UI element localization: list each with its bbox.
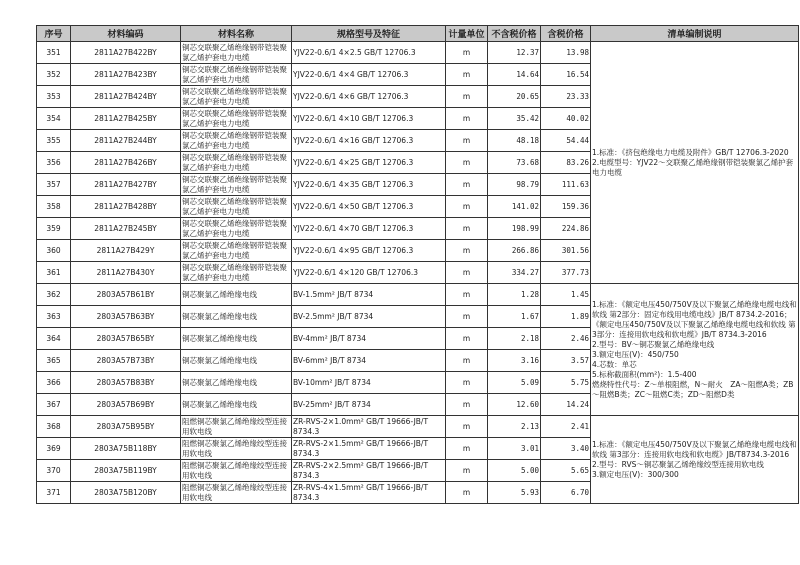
material-code: 2811A27B422BY — [71, 42, 181, 64]
spec-model: BV-1.5mm² JB/T 8734 — [292, 284, 446, 306]
material-code: 2811A27B426BY — [71, 152, 181, 174]
table-row — [37, 416, 799, 438]
note-line: 2.型号：RVS～铜芯聚氯乙烯绝缘绞型连接用软电线 — [592, 459, 764, 469]
header-unit: 计量单位 — [446, 26, 488, 42]
price-in-tax: 54.44 — [541, 130, 591, 152]
material-name: 阻燃铜芯聚氯乙烯绝缘绞型连接用软电线 — [181, 482, 292, 504]
price-ex-tax: 266.86 — [488, 240, 541, 262]
unit-of-measure: m — [446, 218, 488, 240]
price-ex-tax: 3.16 — [488, 350, 541, 372]
header-price-in-tax: 含税价格 — [541, 26, 591, 42]
material-name: 阻燃铜芯聚氯乙烯绝缘绞型连接用软电线 — [181, 438, 292, 460]
spec-model: YJV22-0.6/1 4×10 GB/T 12706.3 — [292, 108, 446, 130]
note-line: 1.标准：《挤包绝缘电力电缆及附件》GB/T 12706.3-2020 — [592, 147, 789, 157]
material-code: 2803A57B61BY — [71, 284, 181, 306]
unit-of-measure: m — [446, 64, 488, 86]
unit-of-measure: m — [446, 306, 488, 328]
material-name: 铜芯聚氯乙烯绝缘电线 — [181, 284, 292, 306]
price-in-tax: 111.63 — [541, 174, 591, 196]
row-number: 363 — [37, 306, 71, 328]
header-notes: 清单编制说明 — [591, 26, 799, 42]
unit-of-measure: m — [446, 482, 488, 504]
material-name: 铜芯交联聚乙烯绝缘钢带铠装聚氯乙烯护套电力电缆 — [181, 86, 292, 108]
spec-model: YJV22-0.6/1 4×50 GB/T 12706.3 — [292, 196, 446, 218]
price-in-tax: 13.98 — [541, 42, 591, 64]
spec-model: BV-10mm² JB/T 8734 — [292, 372, 446, 394]
price-ex-tax: 2.18 — [488, 328, 541, 350]
price-in-tax: 2.46 — [541, 328, 591, 350]
material-code: 2811A27B424BY — [71, 86, 181, 108]
price-ex-tax: 12.60 — [488, 394, 541, 416]
material-code: 2803A57B69BY — [71, 394, 181, 416]
unit-of-measure: m — [446, 196, 488, 218]
note-line: 3.额定电压(V)：300/300 — [592, 469, 679, 479]
unit-of-measure: m — [446, 152, 488, 174]
price-ex-tax: 334.27 — [488, 262, 541, 284]
price-ex-tax: 20.65 — [488, 86, 541, 108]
table-row — [37, 284, 799, 306]
unit-of-measure: m — [446, 174, 488, 196]
unit-of-measure: m — [446, 350, 488, 372]
note-line: 4.芯数：单芯 — [592, 359, 637, 369]
material-code: 2811A27B428BY — [71, 196, 181, 218]
price-in-tax: 2.41 — [541, 416, 591, 438]
material-name: 铜芯交联聚乙烯绝缘钢带铠装聚氯乙烯护套电力电缆 — [181, 108, 292, 130]
header-row — [37, 26, 799, 42]
material-name: 铜芯聚氯乙烯绝缘电线 — [181, 350, 292, 372]
row-number: 360 — [37, 240, 71, 262]
price-in-tax: 1.45 — [541, 284, 591, 306]
material-name: 铜芯交联聚乙烯绝缘钢带铠装聚氯乙烯护套电力电缆 — [181, 218, 292, 240]
spec-model: YJV22-0.6/1 4×35 GB/T 12706.3 — [292, 174, 446, 196]
notes-cell — [591, 42, 799, 284]
material-name: 铜芯聚氯乙烯绝缘电线 — [181, 372, 292, 394]
price-ex-tax: 12.37 — [488, 42, 541, 64]
price-in-tax: 14.24 — [541, 394, 591, 416]
note-line: 1.标准：《额定电压450/750V及以下聚氯乙烯绝缘电缆电线和软线 第2部分：固定布线用电缆电线》JB/T 8734.2-2016；《额定电压450/750V及以下聚氯乙烯绝缘电缆电线和软线 第3部分：连接用软电线和软电缆》JB/T 8734.3-2016 — [592, 299, 797, 339]
note-line: 燃烧特性代号：Z～单根阻燃，N～耐火 ZA～阻燃A类；ZB～阻燃B类；ZC～阻燃C类；ZD～阻燃D类 — [592, 379, 794, 399]
note-line: 2.型号：BV～铜芯聚氯乙烯绝缘电线 — [592, 339, 715, 349]
material-name: 铜芯交联聚乙烯绝缘钢带铠装聚氯乙烯护套电力电缆 — [181, 196, 292, 218]
price-ex-tax: 3.01 — [488, 438, 541, 460]
spec-model: YJV22-0.6/1 4×2.5 GB/T 12706.3 — [292, 42, 446, 64]
spec-model: BV-4mm² JB/T 8734 — [292, 328, 446, 350]
material-code: 2803A75B118BY — [71, 438, 181, 460]
material-code: 2803A57B65BY — [71, 328, 181, 350]
row-number: 365 — [37, 350, 71, 372]
row-number: 352 — [37, 64, 71, 86]
price-in-tax: 159.36 — [541, 196, 591, 218]
row-number: 362 — [37, 284, 71, 306]
price-ex-tax: 73.68 — [488, 152, 541, 174]
spec-model: YJV22-0.6/1 4×95 GB/T 12706.3 — [292, 240, 446, 262]
spec-model: ZR-RVS-2×1.5mm² GB/T 19666-JB/T 8734.3 — [292, 438, 446, 460]
material-code: 2811A27B430Y — [71, 262, 181, 284]
spec-model: YJV22-0.6/1 4×4 GB/T 12706.3 — [292, 64, 446, 86]
unit-of-measure: m — [446, 130, 488, 152]
material-name: 铜芯聚氯乙烯绝缘电线 — [181, 394, 292, 416]
material-code: 2803A57B73BY — [71, 350, 181, 372]
price-in-tax: 377.73 — [541, 262, 591, 284]
price-in-tax: 1.89 — [541, 306, 591, 328]
row-number: 369 — [37, 438, 71, 460]
material-code: 2803A57B83BY — [71, 372, 181, 394]
price-ex-tax: 48.18 — [488, 130, 541, 152]
unit-of-measure: m — [446, 108, 488, 130]
row-number: 359 — [37, 218, 71, 240]
price-in-tax: 23.33 — [541, 86, 591, 108]
price-ex-tax: 98.79 — [488, 174, 541, 196]
unit-of-measure: m — [446, 416, 488, 438]
price-ex-tax: 35.42 — [488, 108, 541, 130]
material-name: 铜芯交联聚乙烯绝缘钢带铠装聚氯乙烯护套电力电缆 — [181, 240, 292, 262]
row-number: 357 — [37, 174, 71, 196]
header-no: 序号 — [37, 26, 71, 42]
price-in-tax: 40.02 — [541, 108, 591, 130]
unit-of-measure: m — [446, 42, 488, 64]
row-number: 367 — [37, 394, 71, 416]
price-ex-tax: 5.09 — [488, 372, 541, 394]
spec-model: ZR-RVS-4×1.5mm² GB/T 19666-JB/T 8734.3 — [292, 482, 446, 504]
row-number: 354 — [37, 108, 71, 130]
unit-of-measure: m — [446, 262, 488, 284]
material-name: 铜芯聚氯乙烯绝缘电线 — [181, 328, 292, 350]
material-name: 铜芯交联聚乙烯绝缘钢带铠装聚氯乙烯护套电力电缆 — [181, 42, 292, 64]
price-in-tax: 6.70 — [541, 482, 591, 504]
unit-of-measure: m — [446, 460, 488, 482]
row-number: 353 — [37, 86, 71, 108]
row-number: 361 — [37, 262, 71, 284]
material-code: 2811A27B425BY — [71, 108, 181, 130]
header-name: 材料名称 — [181, 26, 292, 42]
unit-of-measure: m — [446, 328, 488, 350]
price-ex-tax: 1.67 — [488, 306, 541, 328]
price-ex-tax: 14.64 — [488, 64, 541, 86]
table-row — [37, 42, 799, 64]
unit-of-measure: m — [446, 284, 488, 306]
price-in-tax: 3.40 — [541, 438, 591, 460]
header-spec: 规格型号及特征 — [292, 26, 446, 42]
note-line: 5.标称截面积(mm²)：1.5-400 — [592, 369, 697, 379]
price-in-tax: 16.54 — [541, 64, 591, 86]
row-number: 356 — [37, 152, 71, 174]
row-number: 366 — [37, 372, 71, 394]
price-in-tax: 83.26 — [541, 152, 591, 174]
material-price-table — [36, 25, 799, 504]
spec-model: BV-25mm² JB/T 8734 — [292, 394, 446, 416]
header-code: 材料编码 — [71, 26, 181, 42]
header-price-ex-tax: 不含税价格 — [488, 26, 541, 42]
unit-of-measure: m — [446, 438, 488, 460]
row-number: 355 — [37, 130, 71, 152]
spec-model: YJV22-0.6/1 4×70 GB/T 12706.3 — [292, 218, 446, 240]
material-code: 2811A27B245BY — [71, 218, 181, 240]
material-code: 2803A57B63BY — [71, 306, 181, 328]
unit-of-measure: m — [446, 372, 488, 394]
material-code: 2811A27B429Y — [71, 240, 181, 262]
price-in-tax: 5.75 — [541, 372, 591, 394]
price-ex-tax: 5.00 — [488, 460, 541, 482]
row-number: 351 — [37, 42, 71, 64]
spec-model: YJV22-0.6/1 4×120 GB/T 12706.3 — [292, 262, 446, 284]
spec-model: ZR-RVS-2×1.0mm² GB/T 19666-JB/T 8734.3 — [292, 416, 446, 438]
material-name: 阻燃铜芯聚氯乙烯绝缘绞型连接用软电线 — [181, 416, 292, 438]
spec-model: YJV22-0.6/1 4×6 GB/T 12706.3 — [292, 86, 446, 108]
row-number: 364 — [37, 328, 71, 350]
price-in-tax: 224.86 — [541, 218, 591, 240]
price-in-tax: 5.65 — [541, 460, 591, 482]
price-in-tax: 3.57 — [541, 350, 591, 372]
notes-cell — [591, 284, 799, 416]
material-name: 阻燃铜芯聚氯乙烯绝缘绞型连接用软电线 — [181, 460, 292, 482]
material-name: 铜芯交联聚乙烯绝缘钢带铠装聚氯乙烯护套电力电缆 — [181, 64, 292, 86]
unit-of-measure: m — [446, 394, 488, 416]
row-number: 370 — [37, 460, 71, 482]
material-code: 2803A75B120BY — [71, 482, 181, 504]
material-code: 2811A27B423BY — [71, 64, 181, 86]
price-ex-tax: 141.02 — [488, 196, 541, 218]
material-code: 2803A75B95BY — [71, 416, 181, 438]
material-name: 铜芯交联聚乙烯绝缘钢带铠装聚氯乙烯护套电力电缆 — [181, 152, 292, 174]
price-ex-tax: 5.93 — [488, 482, 541, 504]
unit-of-measure: m — [446, 86, 488, 108]
price-in-tax: 301.56 — [541, 240, 591, 262]
notes-cell — [591, 416, 799, 504]
row-number: 371 — [37, 482, 71, 504]
material-name: 铜芯交联聚乙烯绝缘钢带铠装聚氯乙烯护套电力电缆 — [181, 130, 292, 152]
material-name: 铜芯交联聚乙烯绝缘钢带铠装聚氯乙烯护套电力电缆 — [181, 174, 292, 196]
unit-of-measure: m — [446, 240, 488, 262]
material-name: 铜芯聚氯乙烯绝缘电线 — [181, 306, 292, 328]
note-line: 1.标准：《额定电压450/750V及以下聚氯乙烯绝缘电缆电线和软线 第3部分：连接用软电线和软电缆》JB/T8734.3-2016 — [592, 439, 797, 459]
row-number: 368 — [37, 416, 71, 438]
spec-model: BV-2.5mm² JB/T 8734 — [292, 306, 446, 328]
table-body — [37, 42, 799, 504]
spec-model: BV-6mm² JB/T 8734 — [292, 350, 446, 372]
price-ex-tax: 198.99 — [488, 218, 541, 240]
material-code: 2803A75B119BY — [71, 460, 181, 482]
note-line: 3.额定电压(V)：450/750 — [592, 349, 679, 359]
spec-model: YJV22-0.6/1 4×16 GB/T 12706.3 — [292, 130, 446, 152]
price-ex-tax: 1.28 — [488, 284, 541, 306]
material-code: 2811A27B427BY — [71, 174, 181, 196]
material-code: 2811A27B244BY — [71, 130, 181, 152]
row-number: 358 — [37, 196, 71, 218]
note-line: 2.电缆型号：YJV22～交联聚乙烯绝缘钢带铠装聚氯乙烯护套电力电缆 — [592, 157, 794, 177]
spec-model: YJV22-0.6/1 4×25 GB/T 12706.3 — [292, 152, 446, 174]
spec-model: ZR-RVS-2×2.5mm² GB/T 19666-JB/T 8734.3 — [292, 460, 446, 482]
material-name: 铜芯交联聚乙烯绝缘钢带铠装聚氯乙烯护套电力电缆 — [181, 262, 292, 284]
price-ex-tax: 2.13 — [488, 416, 541, 438]
